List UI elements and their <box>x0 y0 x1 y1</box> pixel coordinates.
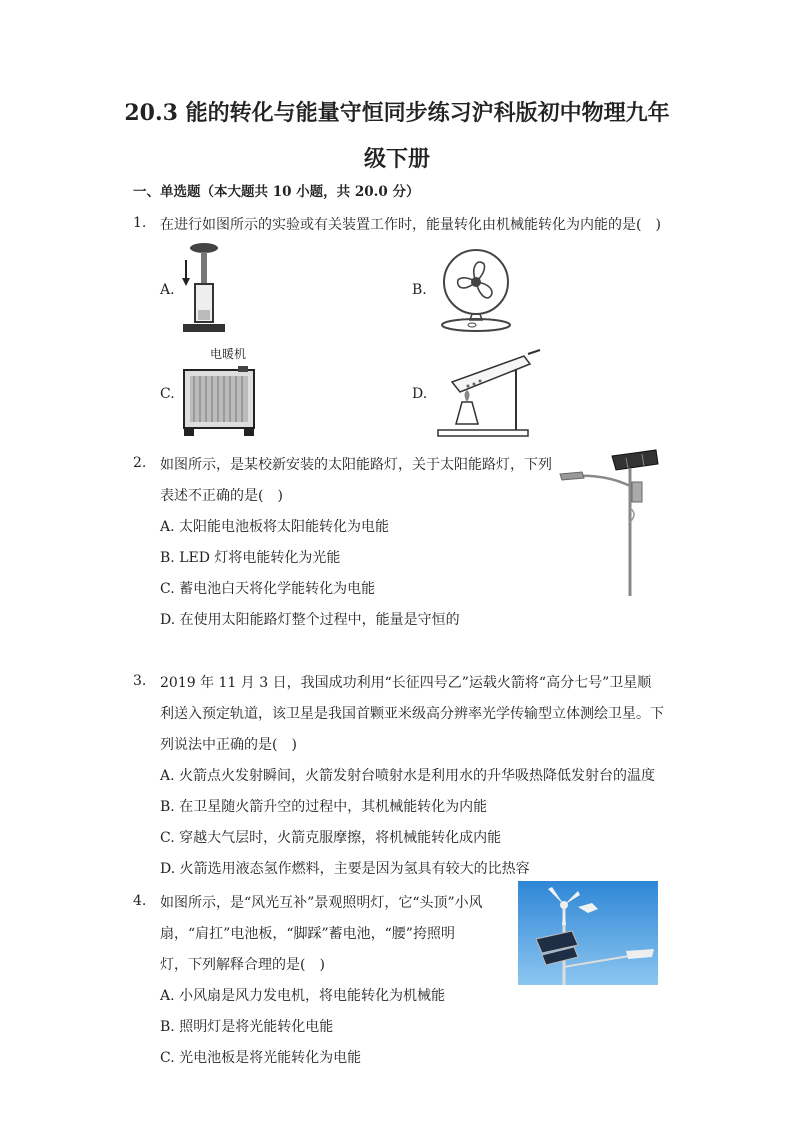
q4-option-a: A. 小风扇是风力发电机，将电能转化为机械能 <box>160 988 446 1004</box>
question-1-number: 1. <box>133 215 147 231</box>
question-4-stem-line-3: 灯，下列解释合理的是( ) <box>160 957 325 973</box>
electric-fan-image <box>436 246 516 332</box>
question-3-stem-line-1: 2019 年 11 月 3 日，我国成功利用“长征四号乙”运载火箭将“高分七号”卫星顺 <box>160 675 652 691</box>
question-4-stem-line-2: 扇，“肩扛”电池板，“脚踩”蓄电池，“腰”挎照明 <box>160 926 455 942</box>
q2-option-a: A. 太阳能电池板将太阳能转化为电能 <box>160 519 390 535</box>
q3-option-c: C. 穿越大气层时，火箭克服摩擦，将机械能转化成内能 <box>160 830 502 846</box>
question-1-stem: 在进行如图所示的实验或有关装置工作时，能量转化由机械能转化为内能的是( ) <box>160 217 661 233</box>
q3-option-a: A. 火箭点火发射瞬间，火箭发射台喷射水是利用水的升华吸热降低发射台的温度 <box>160 768 656 784</box>
test-tube-heating-image <box>432 346 544 438</box>
q3-option-b: B. 在卫星随火箭升空的过程中，其机械能转化为内能 <box>160 799 488 815</box>
q4-option-c: C. 光电池板是将光能转化为电能 <box>160 1050 362 1066</box>
q1-option-a-label: A. <box>160 282 175 298</box>
heater-caption: 电暖机 <box>210 347 247 361</box>
question-4-number: 4. <box>133 893 147 909</box>
q1-option-c-label: C. <box>160 386 175 402</box>
q1-option-d-label: D. <box>412 386 428 402</box>
q2-option-d: D. 在使用太阳能路灯整个过程中，能量是守恒的 <box>160 612 460 628</box>
q2-option-c: C. 蓄电池白天将化学能转化为电能 <box>160 581 376 597</box>
page-title: 20.3 能的转化与能量守恒同步练习沪科版初中物理九年 <box>124 100 670 126</box>
question-3-number: 3. <box>133 673 147 689</box>
question-4-stem-line-1: 如图所示，是“风光互补”景观照明灯，它“头顶”小风 <box>160 895 483 911</box>
question-2-number: 2. <box>133 455 147 471</box>
page-title-line2: 级下册 <box>363 146 430 172</box>
question-2-stem-line-2: 表述不正确的是( ) <box>160 488 283 504</box>
air-compression-tube-image <box>178 240 230 338</box>
wind-solar-lamp-image <box>518 881 658 985</box>
question-3-stem-line-3: 列说法中正确的是( ) <box>160 737 297 753</box>
section-heading: 一、单选题（本大题共 10 小题，共 20.0 分） <box>133 184 420 200</box>
q2-option-b: B. LED 灯将电能转化为光能 <box>160 550 341 566</box>
question-3-stem-line-2: 利送入预定轨道，该卫星是我国首颗亚米级高分辨率光学传输型立体测绘卫星。下 <box>160 706 664 722</box>
q4-option-b: B. 照明灯是将光能转化电能 <box>160 1019 334 1035</box>
q1-option-b-label: B. <box>412 282 427 298</box>
solar-street-lamp-image <box>556 446 662 598</box>
question-2-stem-line-1: 如图所示，是某校新安装的太阳能路灯，关于太阳能路灯，下列 <box>160 457 552 473</box>
electric-heater-image <box>178 362 258 438</box>
q3-option-d: D. 火箭选用液态氢作燃料，主要是因为氢具有较大的比热容 <box>160 861 530 877</box>
